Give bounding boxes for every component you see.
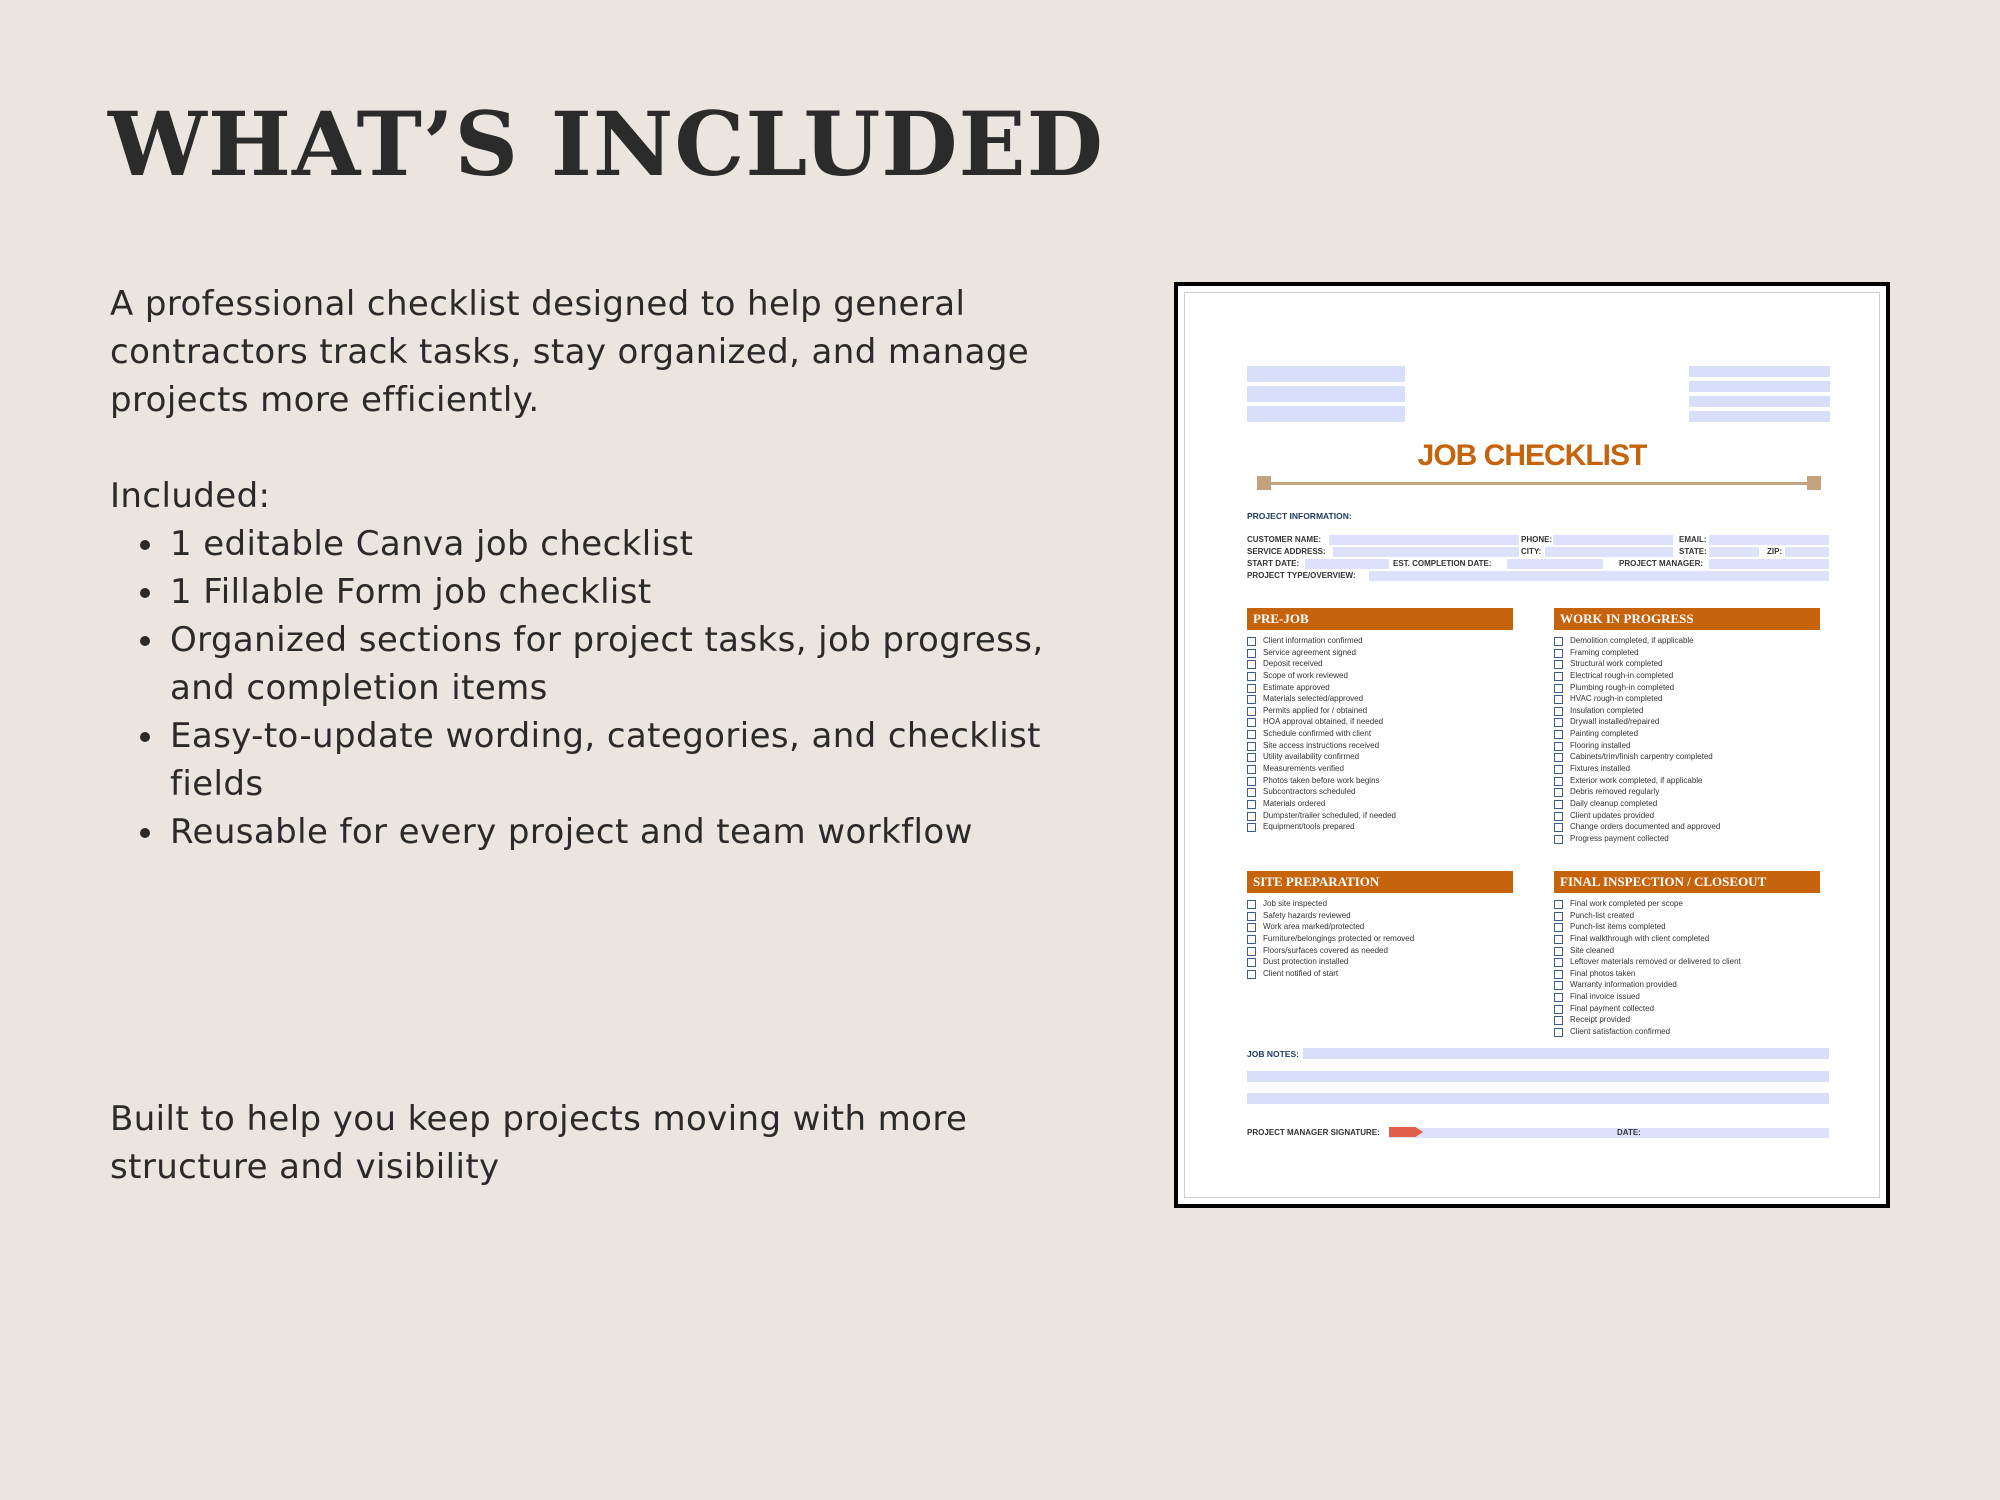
checkbox[interactable] <box>1554 835 1563 844</box>
checklist-item-label: Measurements verified <box>1263 764 1344 774</box>
customer-name-label: CUSTOMER NAME: <box>1247 535 1322 544</box>
checkbox[interactable] <box>1554 923 1563 932</box>
checklist-item[interactable] <box>1247 647 1513 659</box>
checkbox[interactable] <box>1554 672 1563 681</box>
checkbox[interactable] <box>1554 823 1563 832</box>
checklist-item-label: Final walkthrough with client completed <box>1570 933 1710 943</box>
included-item: Organized sections for project tasks, job progress, and completion items <box>110 616 1090 712</box>
included-item: Reusable for every project and team workflow <box>110 808 1090 856</box>
job-checklist-document <box>1185 293 1879 1197</box>
checkbox[interactable] <box>1247 812 1256 821</box>
closing-paragraph: Built to help you keep projects moving with more structure and visibility <box>110 1099 968 1187</box>
checklist-item[interactable] <box>1247 810 1513 822</box>
checkbox[interactable] <box>1554 947 1563 956</box>
checklist-item-label: Materials selected/approved <box>1263 694 1364 704</box>
checkbox[interactable] <box>1554 935 1563 944</box>
checklist-item[interactable] <box>1554 956 1830 968</box>
checkbox[interactable] <box>1554 718 1563 727</box>
service-address-label: SERVICE ADDRESS: <box>1247 547 1326 556</box>
signature-row <box>1247 1127 1829 1138</box>
checkbox[interactable] <box>1554 765 1563 774</box>
checkbox[interactable] <box>1554 777 1563 786</box>
checklist-item[interactable] <box>1247 821 1513 833</box>
checklist-item-label: Floors/surfaces covered as needed <box>1263 945 1388 955</box>
checklist-item[interactable] <box>1247 740 1513 752</box>
email-label: EMAIL: <box>1679 535 1707 544</box>
checklist-item-label: Daily cleanup completed <box>1570 798 1658 808</box>
checklist-item[interactable] <box>1554 647 1830 659</box>
start-date-label: START DATE: <box>1247 559 1300 568</box>
checkbox[interactable] <box>1247 695 1256 704</box>
included-item: 1 Fillable Form job checklist <box>110 568 1090 616</box>
est-completion-label: EST. COMPLETION DATE: <box>1393 559 1492 568</box>
checkbox[interactable] <box>1247 753 1256 762</box>
checklist-item-label: Estimate approved <box>1263 682 1330 692</box>
work-in-progress-checklist <box>1554 635 1830 845</box>
checklist-item[interactable] <box>1554 682 1830 694</box>
checklist-item-label: Client satisfaction confirmed <box>1570 1027 1671 1037</box>
checkbox[interactable] <box>1247 958 1256 967</box>
title-rule <box>1263 482 1813 485</box>
included-item: Easy-to-update wording, categories, and checklist fields <box>110 712 1090 808</box>
rule-end-right <box>1807 476 1821 490</box>
checkbox[interactable] <box>1247 707 1256 716</box>
checkbox[interactable] <box>1554 742 1563 751</box>
checklist-item-label: Site access instructions received <box>1263 740 1380 750</box>
checklist-item[interactable] <box>1247 693 1513 705</box>
job-notes-field[interactable] <box>1247 1093 1829 1104</box>
checklist-item[interactable] <box>1554 821 1830 833</box>
project-manager-label: PROJECT MANAGER: <box>1619 559 1704 568</box>
checklist-item-label: Client notified of start <box>1263 968 1339 978</box>
checklist-item-label: Punch-list created <box>1570 910 1635 920</box>
checklist-item[interactable] <box>1554 635 1830 647</box>
included-label: Included: <box>110 476 271 516</box>
checklist-item-label: Final photos taken <box>1570 968 1636 978</box>
checkbox[interactable] <box>1247 800 1256 809</box>
checklist-item[interactable] <box>1247 705 1513 717</box>
checklist-item[interactable] <box>1247 775 1513 787</box>
project-manager-field[interactable] <box>1709 559 1829 569</box>
checklist-item[interactable] <box>1247 968 1523 980</box>
checklist-item-label: Scope of work reviewed <box>1263 670 1348 680</box>
company-info-placeholder <box>1689 396 1830 407</box>
checkbox[interactable] <box>1554 1028 1563 1037</box>
checklist-item[interactable] <box>1554 798 1830 810</box>
city-label: CITY: <box>1521 547 1542 556</box>
included-list <box>110 520 1090 856</box>
checklist-item[interactable] <box>1554 786 1830 798</box>
checkbox[interactable] <box>1247 765 1256 774</box>
checklist-item[interactable] <box>1554 716 1830 728</box>
checkbox[interactable] <box>1554 753 1563 762</box>
project-type-label: PROJECT TYPE/OVERVIEW: <box>1247 571 1356 580</box>
checklist-item[interactable] <box>1554 810 1830 822</box>
pre-job-header: PRE-JOB <box>1247 608 1513 630</box>
checklist-item-label: Warranty information provided <box>1570 980 1677 990</box>
checklist-item[interactable] <box>1247 945 1523 957</box>
checkbox[interactable] <box>1247 718 1256 727</box>
checklist-item[interactable] <box>1554 775 1830 787</box>
logo-placeholder <box>1247 366 1405 382</box>
checklist-item[interactable] <box>1554 933 1830 945</box>
zip-label: ZIP: <box>1767 547 1783 556</box>
document-preview <box>1174 282 1890 1208</box>
included-item: 1 editable Canva job checklist <box>110 520 1090 568</box>
logo-placeholder <box>1247 406 1405 422</box>
checklist-item-label: Framing completed <box>1570 647 1639 657</box>
zip-field[interactable] <box>1785 547 1829 557</box>
intro-paragraph: A professional checklist designed to help general contractors track tasks, stay organized, and manage projects more efficiently. <box>110 284 1030 420</box>
checklist-item[interactable] <box>1554 1003 1830 1015</box>
state-field[interactable] <box>1709 547 1759 557</box>
checklist-item[interactable] <box>1247 728 1513 740</box>
work-in-progress-header: WORK IN PROGRESS <box>1554 608 1820 630</box>
state-label: STATE: <box>1679 547 1707 556</box>
checklist-item-label: Dumpster/trailer scheduled, if needed <box>1263 810 1396 820</box>
service-address-field[interactable] <box>1333 547 1519 557</box>
checklist-item[interactable] <box>1554 1026 1830 1038</box>
checklist-item-label: Client information confirmed <box>1263 636 1363 645</box>
checklist-item[interactable] <box>1554 705 1830 717</box>
checklist-item-label: Photos taken before work begins <box>1263 775 1380 785</box>
checkbox[interactable] <box>1554 707 1563 716</box>
checklist-item[interactable] <box>1554 693 1830 705</box>
document-title: JOB CHECKLIST <box>1417 439 1647 472</box>
final-inspection-header: FINAL INSPECTION / CLOSEOUT <box>1554 871 1820 893</box>
checklist-item[interactable] <box>1554 833 1830 845</box>
checklist-item[interactable] <box>1554 740 1830 752</box>
checkbox[interactable] <box>1247 637 1256 646</box>
checklist-item-label: Progress payment collected <box>1570 833 1669 843</box>
checklist-item-label: Structural work completed <box>1570 659 1663 669</box>
checkbox[interactable] <box>1247 935 1256 944</box>
checkbox[interactable] <box>1554 1016 1563 1025</box>
checkbox[interactable] <box>1247 788 1256 797</box>
checkbox[interactable] <box>1247 742 1256 751</box>
checklist-item-label: Demolition completed, if applicable <box>1570 636 1694 645</box>
date-label: DATE: <box>1617 1128 1641 1137</box>
checklist-item-label: Materials ordered <box>1263 798 1326 808</box>
checklist-item[interactable] <box>1554 991 1830 1003</box>
checklist-item-label: Final invoice issued <box>1570 992 1640 1002</box>
checklist-item-label: Work area marked/protected <box>1263 922 1365 932</box>
checklist-item-label: Painting completed <box>1570 729 1639 739</box>
checkbox[interactable] <box>1554 900 1563 909</box>
checkbox[interactable] <box>1554 912 1563 921</box>
checkbox[interactable] <box>1247 672 1256 681</box>
checkbox[interactable] <box>1554 660 1563 669</box>
checklist-item-label: Cabinets/trim/finish carpentry completed <box>1570 752 1713 762</box>
checklist-item-label: Leftover materials removed or delivered to client <box>1570 957 1741 967</box>
checklist-item[interactable] <box>1247 798 1513 810</box>
checklist-item-label: Final payment collected <box>1570 1003 1655 1013</box>
document-page <box>1184 292 1880 1198</box>
checkbox[interactable] <box>1554 958 1563 967</box>
checklist-item-label: Deposit received <box>1263 659 1323 669</box>
checklist-item[interactable] <box>1554 1014 1830 1026</box>
checkbox[interactable] <box>1247 900 1256 909</box>
checklist-item[interactable] <box>1247 682 1513 694</box>
checkbox[interactable] <box>1247 947 1256 956</box>
checkbox[interactable] <box>1247 730 1256 739</box>
checkbox[interactable] <box>1247 684 1256 693</box>
checklist-item[interactable] <box>1247 658 1513 670</box>
job-notes-field[interactable] <box>1247 1071 1829 1082</box>
customer-name-field[interactable] <box>1329 535 1519 545</box>
job-notes-field[interactable] <box>1303 1048 1829 1059</box>
city-field[interactable] <box>1545 547 1673 557</box>
site-preparation-header: SITE PREPARATION <box>1247 871 1513 893</box>
checkbox[interactable] <box>1247 660 1256 669</box>
checkbox[interactable] <box>1554 695 1563 704</box>
checklist-item-label: Fixtures installed <box>1570 764 1631 774</box>
checklist-item[interactable] <box>1554 968 1830 980</box>
checklist-item-label: Insulation completed <box>1570 705 1644 715</box>
checklist-item-label: Client updates provided <box>1570 810 1655 820</box>
checklist-item-label: Furniture/belongings protected or removed <box>1263 933 1415 943</box>
page-title: WHAT’S INCLUDED <box>108 92 1104 196</box>
phone-field[interactable] <box>1553 535 1673 545</box>
checklist-item-label: Punch-list items completed <box>1570 922 1666 932</box>
checkbox[interactable] <box>1247 649 1256 658</box>
checklist-item[interactable] <box>1554 763 1830 775</box>
checklist-item-label: Job site inspected <box>1263 899 1328 908</box>
checkbox[interactable] <box>1247 912 1256 921</box>
checklist-item[interactable] <box>1247 933 1523 945</box>
checklist-item[interactable] <box>1247 921 1523 933</box>
checklist-item[interactable] <box>1554 910 1830 922</box>
checkbox[interactable] <box>1247 823 1256 832</box>
pre-job-checklist <box>1247 635 1513 833</box>
logo-placeholder <box>1247 386 1405 402</box>
checklist-item-label: Drywall installed/repaired <box>1570 717 1660 727</box>
checklist-item[interactable] <box>1247 670 1513 682</box>
field-row <box>1247 546 1829 557</box>
checklist-item[interactable] <box>1554 670 1830 682</box>
checklist-item-label: Service agreement signed <box>1263 647 1356 657</box>
checklist-item[interactable] <box>1554 658 1830 670</box>
checklist-item[interactable] <box>1247 635 1513 647</box>
project-type-field[interactable] <box>1369 571 1829 581</box>
checklist-item-label: Exterior work completed, if applicable <box>1570 775 1703 785</box>
checklist-item-label: HVAC rough-in completed <box>1570 694 1663 704</box>
company-info-placeholder <box>1689 366 1830 377</box>
checklist-item[interactable] <box>1554 979 1830 991</box>
checklist-item[interactable] <box>1554 898 1830 910</box>
job-notes-label: JOB NOTES: <box>1247 1049 1299 1059</box>
checkbox[interactable] <box>1554 1005 1563 1014</box>
checklist-item[interactable] <box>1554 921 1830 933</box>
phone-label: PHONE: <box>1521 535 1553 544</box>
start-date-field[interactable] <box>1305 559 1389 569</box>
field-row <box>1247 534 1829 545</box>
checkbox[interactable] <box>1554 637 1563 646</box>
checklist-item-label: Receipt provided <box>1570 1015 1631 1025</box>
checklist-item[interactable] <box>1554 728 1830 740</box>
field-row <box>1247 558 1829 569</box>
checklist-item[interactable] <box>1247 898 1523 910</box>
checklist-item-label: Change orders documented and approved <box>1570 822 1721 832</box>
checkbox[interactable] <box>1554 812 1563 821</box>
checklist-item-label: Plumbing rough-in completed <box>1570 682 1675 692</box>
checklist-item-label: Flooring installed <box>1570 740 1631 750</box>
checklist-item-label: Utility availability confirmed <box>1263 752 1360 762</box>
checkbox[interactable] <box>1247 970 1256 979</box>
final-inspection-checklist <box>1554 898 1830 1038</box>
checkbox[interactable] <box>1554 993 1563 1002</box>
checklist-item[interactable] <box>1247 956 1523 968</box>
checkbox[interactable] <box>1554 981 1563 990</box>
signature-label: PROJECT MANAGER SIGNATURE: <box>1247 1128 1380 1137</box>
checklist-item[interactable] <box>1247 763 1513 775</box>
checkbox[interactable] <box>1554 970 1563 979</box>
checklist-item-label: Site cleaned <box>1570 945 1615 955</box>
checklist-item-label: HOA approval obtained, if needed <box>1263 717 1384 727</box>
est-completion-field[interactable] <box>1507 559 1603 569</box>
checkbox[interactable] <box>1554 788 1563 797</box>
date-field[interactable] <box>1647 1128 1829 1138</box>
checklist-item-label: Final work completed per scope <box>1570 899 1683 908</box>
checklist-item-label: Dust protection installed <box>1263 957 1349 967</box>
checklist-item-label: Debris removed regularly <box>1570 787 1660 797</box>
checklist-item-label: Schedule confirmed with client <box>1263 729 1372 739</box>
company-info-placeholder <box>1689 411 1830 422</box>
checkbox[interactable] <box>1247 777 1256 786</box>
checkbox[interactable] <box>1247 923 1256 932</box>
company-info-placeholder <box>1689 381 1830 392</box>
checklist-item-label: Subcontractors scheduled <box>1263 787 1356 797</box>
checklist-item-label: Equipment/tools prepared <box>1263 822 1355 832</box>
checklist-item[interactable] <box>1554 751 1830 763</box>
checkbox[interactable] <box>1554 800 1563 809</box>
site-preparation-checklist <box>1247 898 1523 979</box>
email-field[interactable] <box>1709 535 1829 545</box>
checklist-item[interactable] <box>1247 910 1523 922</box>
checklist-item-label: Safety hazards reviewed <box>1263 910 1351 920</box>
checkbox[interactable] <box>1554 649 1563 658</box>
checklist-item-label: Electrical rough-in completed <box>1570 670 1674 680</box>
checklist-item[interactable] <box>1247 751 1513 763</box>
field-row <box>1247 570 1829 581</box>
checklist-item[interactable] <box>1247 716 1513 728</box>
checklist-item-label: Permits applied for / obtained <box>1263 705 1368 715</box>
checkbox[interactable] <box>1554 684 1563 693</box>
checklist-item[interactable] <box>1554 945 1830 957</box>
project-info-label: PROJECT INFORMATION: <box>1247 511 1352 521</box>
checklist-item[interactable] <box>1247 786 1513 798</box>
checkbox[interactable] <box>1554 730 1563 739</box>
